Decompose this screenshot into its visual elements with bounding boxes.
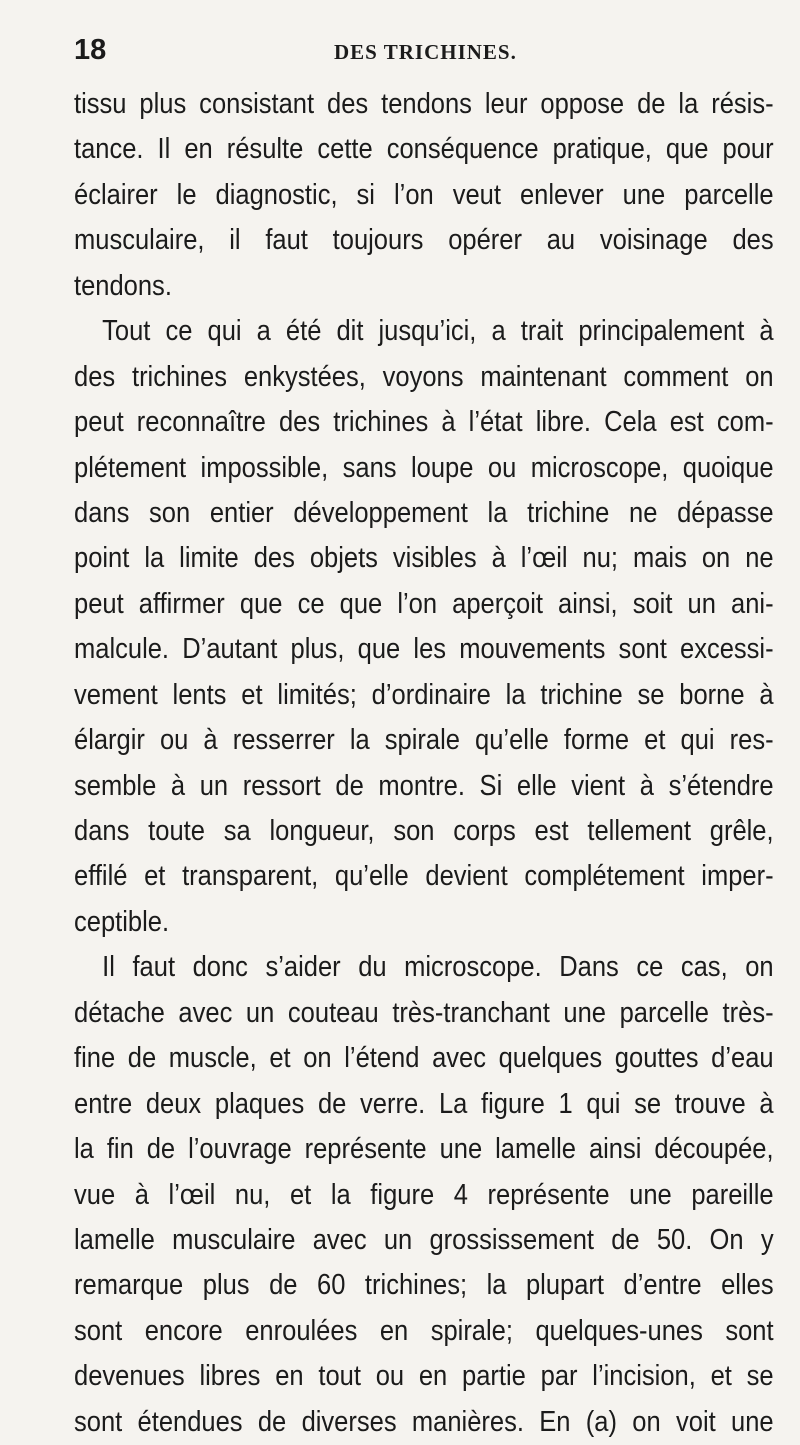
text-line: fine de muscle, et on l’étend avec quelques gouttes d’eau [74, 1042, 774, 1075]
text-line: éclairer le diagnostic, si l’on veut enlever une parcelle [74, 178, 774, 211]
text-line: dans son entier développement la trichine ne dépasse [74, 496, 774, 529]
text-line: vement lents et limités; d’ordinaire la trichine se borne à [74, 678, 774, 711]
text-line: plétement impossible, sans loupe ou microscope, quoique [74, 451, 774, 484]
text-line: dans toute sa longueur, son corps est tellement grêle, [74, 815, 774, 847]
text-line: tance. Il en résulte cette conséquence pratique, que pour [74, 133, 774, 166]
text-line: point la limite des objets visibles à l’œil nu; mais on ne [74, 542, 774, 575]
text-line: peut affirmer que ce que l’on aperçoit ainsi, soit un ani- [74, 587, 774, 620]
text-line: entre deux plaques de verre. La figure 1 qui se trouve à [74, 1087, 774, 1120]
text-line: effilé et transparent, qu’elle devient complétement imper- [74, 860, 774, 893]
text-line: musculaire, il faut toujours opérer au voisinage des [74, 224, 774, 257]
text-line: devenues libres en tout ou en partie par l’incision, et se [74, 1360, 774, 1393]
text-line: sont étendues de diverses manières. En (a) on voit une [74, 1405, 774, 1438]
text-line: ceptible. [74, 905, 170, 938]
text-line: semble à un ressort de montre. Si elle vient à s’étendre [74, 769, 774, 802]
text-line: tissu plus consistant des tendons leur oppose de la résis- [74, 88, 774, 120]
text-line: lamelle musculaire avec un grossissement de 50. On y [74, 1223, 774, 1256]
text-line: sont encore enroulées en spirale; quelques-unes sont [74, 1314, 774, 1347]
running-head [74, 34, 774, 66]
text-line: Tout ce qui a été dit jusqu’ici, a trait principalement à [102, 315, 774, 348]
text-line: tendons. [74, 269, 172, 302]
text-line: des trichines enkystées, voyons maintenant comment on [74, 360, 774, 393]
page-number: 18 [74, 34, 107, 66]
text-line: la fin de l’ouvrage représente une lamelle ainsi découpée, [74, 1133, 774, 1166]
text-line: Il faut donc s’aider du microscope. Dans ce cas, on [102, 951, 774, 984]
body-text [74, 82, 774, 1445]
text-line: remarque plus de 60 trichines; la plupart d’entre elles [74, 1269, 774, 1302]
text-line: malcule. D’autant plus, que les mouvements sont excessi- [74, 633, 774, 666]
text-line: vue à l’œil nu, et la figure 4 représente une pareille [74, 1178, 774, 1211]
running-title: DES TRICHINES. [334, 40, 517, 64]
text-line: détache avec un couteau très-tranchant une parcelle très- [74, 996, 774, 1029]
text-line: élargir ou à resserrer la spirale qu’elle forme et qui res- [74, 724, 774, 757]
text-line: peut reconnaître des trichines à l’état libre. Cela est com- [74, 406, 774, 439]
